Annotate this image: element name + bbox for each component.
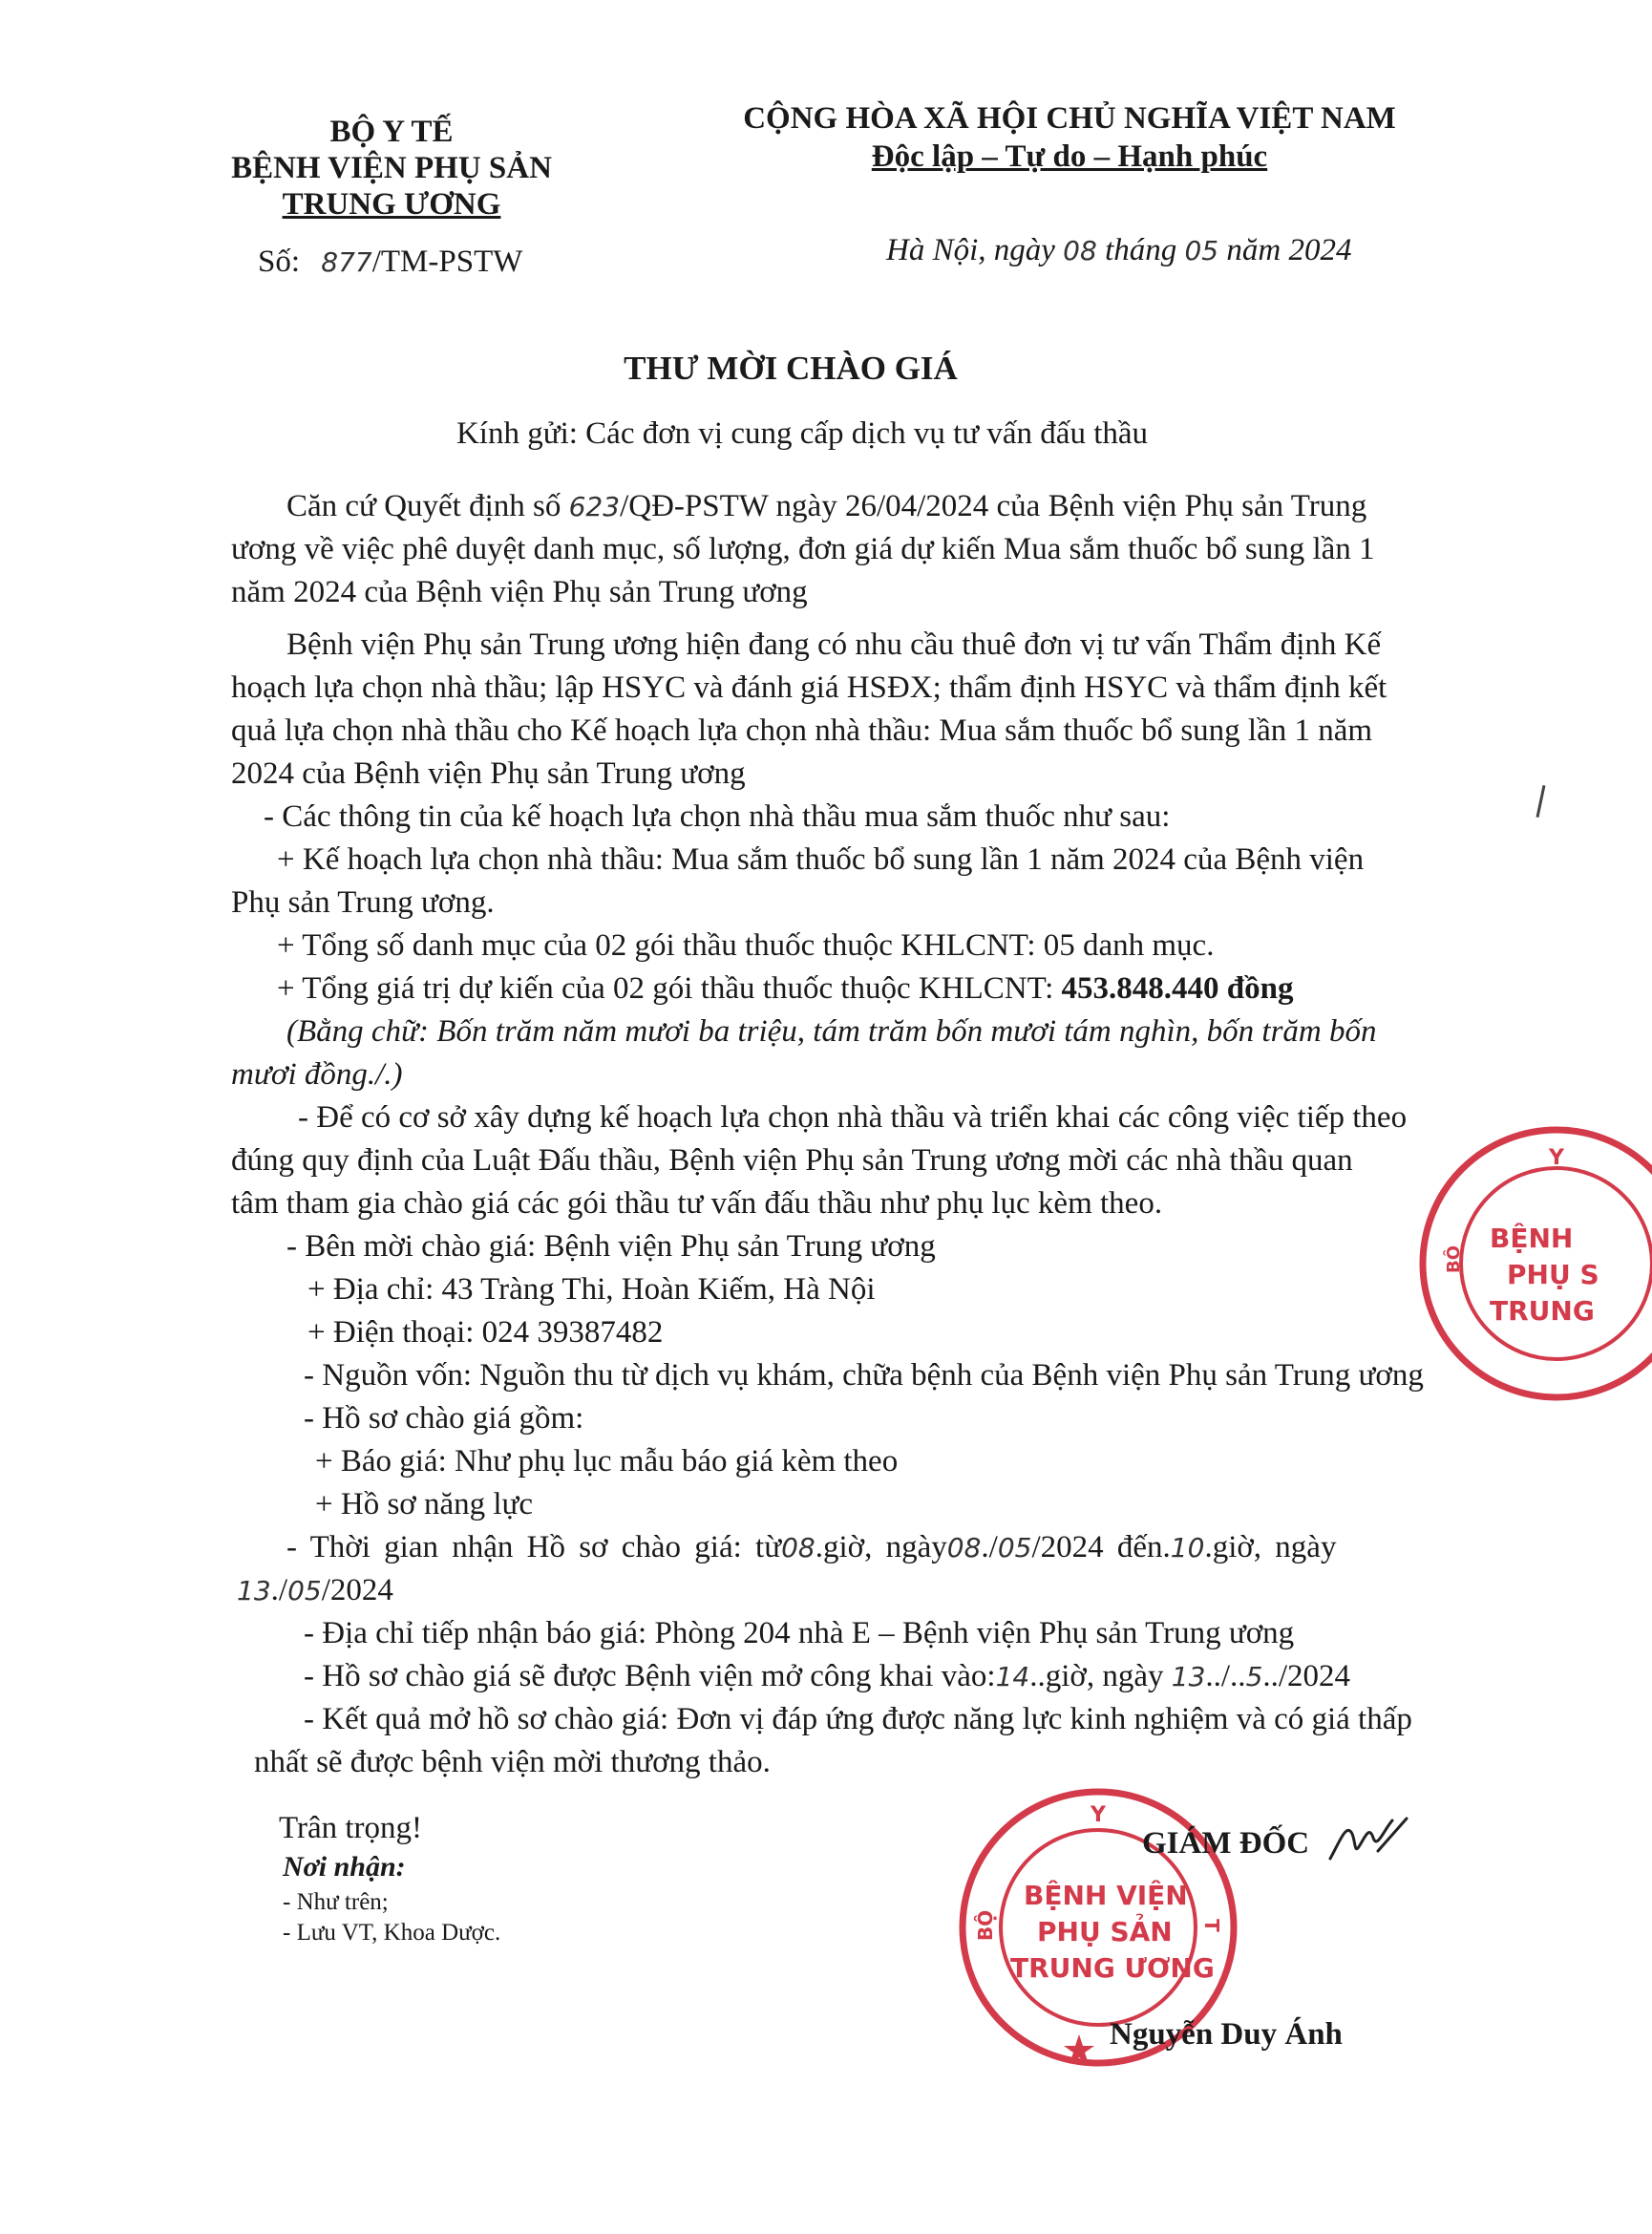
edge-seal (1423, 1116, 1652, 1412)
result-line1: - Kết quả mở hồ sơ chào giá: Đơn vị đáp ứng được năng lực kinh nghiệm và có giá thấp (304, 1702, 1412, 1736)
open-day: 13 (1171, 1661, 1206, 1692)
info-intro: - Các thông tin của kế hoạch lựa chọn nhà thầu mua sắm thuốc như sau: (264, 799, 1171, 834)
recipients-item-1: - Như trên; (283, 1889, 389, 1915)
open-hour: 14 (995, 1661, 1030, 1692)
edge-seal-line2: PHỤ S (1507, 1259, 1599, 1290)
date-city: Hà Nội, ngày (886, 233, 1055, 267)
reference-suffix: /TM-PSTW (371, 245, 523, 279)
funding-line: - Nguồn vốn: Nguồn thu từ dịch vụ khám, chữa bệnh của Bệnh viện Phụ sản Trung ương (304, 1358, 1424, 1393)
closing-regards: Trân trọng! (279, 1811, 423, 1845)
signature-title: GIÁM ĐỐC (1142, 1826, 1310, 1861)
basis-line3: tâm tham gia chào giá các gói thầu tư vấn đấu thầu như phụ lục kèm theo. (231, 1186, 1163, 1221)
open-time-line: - Hồ sơ chào giá sẽ được Bệnh viện mở công khai vào:14..giờ, ngày 13../..5../2024 (304, 1659, 1351, 1693)
basis-line1: - Để có cơ sở xây dựng kế hoạch lựa chọn nhà thầu và triển khai các công việc tiếp theo (298, 1100, 1408, 1135)
seal-line3: TRUNG ƯƠNG (1010, 1952, 1215, 1984)
signer-name: Nguyễn Duy Ánh (1110, 2017, 1343, 2052)
total-value-label: + Tổng giá trị dự kiến của 02 gói thầu thuốc thuộc KHLCNT: (277, 971, 1054, 1006)
plan-line2: Phụ sản Trung ương. (231, 885, 495, 920)
documents-capacity: + Hồ sơ năng lực (315, 1487, 534, 1521)
inviter-line: - Bên mời chào giá: Bệnh viện Phụ sản Trung ương (286, 1229, 936, 1264)
paragraph1-line3: năm 2024 của Bệnh viện Phụ sản Trung ương (231, 575, 808, 609)
paragraph2-line2: hoạch lựa chọn nhà thầu; lập HSYC và đánh giá HSĐX; thẩm định HSYC và thẩm định kết (231, 670, 1387, 705)
date-month-label: tháng (1105, 233, 1177, 267)
receive-end-hour: 10 (1170, 1532, 1205, 1564)
address-line: + Địa chỉ: 43 Tràng Thi, Hoàn Kiếm, Hà Nội (307, 1272, 876, 1307)
receive-start-day: 08 (946, 1532, 982, 1564)
document-title: THƯ MỜI CHÀO GIÁ (624, 350, 958, 387)
decision-number-handwritten: 623 (568, 491, 621, 522)
seal-letter-top: Y (1091, 1803, 1106, 1827)
paragraph2-line1: Bệnh viện Phụ sản Trung ương hiện đang có nhu cầu thuê đơn vị tư vấn Thẩm định Kế (286, 628, 1382, 662)
reference-prefix: Số: (258, 245, 301, 279)
receive-time-label: - Thời gian nhận Hồ sơ chào giá: từ (286, 1530, 782, 1564)
edge-seal-line1: BỆNH (1490, 1223, 1574, 1254)
receive-place-line: - Địa chỉ tiếp nhận báo giá: Phòng 204 nhà E – Bệnh viện Phụ sản Trung ương (304, 1616, 1295, 1650)
paragraph1-line2: ương về việc phê duyệt danh mục, số lượng, đơn giá dự kiến Mua sắm thuốc bổ sung lần 1 (231, 532, 1375, 566)
plan-line1: + Kế hoạch lựa chọn nhà thầu: Mua sắm thuốc bổ sung lần 1 năm 2024 của Bệnh viện (277, 842, 1365, 877)
receive-start-year: /2024 đến (1031, 1530, 1163, 1564)
seal-letter-right: T (1199, 1919, 1223, 1932)
open-hour-label: ..giờ, ngày (1029, 1659, 1164, 1693)
total-items: + Tổng số danh mục của 02 gói thầu thuốc thuộc KHLCNT: 05 danh mục. (277, 928, 1215, 963)
receive-time-line: - Thời gian nhận Hồ sơ chào giá: từ08.giờ, ngày08./05/2024 đến.10.giờ, ngày (286, 1530, 1337, 1564)
seal-letter-left: BỘ (974, 1909, 998, 1942)
director-signature (1325, 1813, 1411, 1870)
seal-line1: BỆNH VIỆN (1024, 1880, 1188, 1911)
paragraph2-line3: quả lựa chọn nhà thầu cho Kế hoạch lựa chọn nhà thầu: Mua sắm thuốc bổ sung lần 1 năm (231, 713, 1373, 748)
documents-quote: + Báo giá: Như phụ lục mẫu báo giá kèm theo (315, 1444, 899, 1479)
national-motto: Độc lập – Tự do – Hạnh phúc (871, 139, 1268, 174)
recipients-item-2: - Lưu VT, Khoa Dược. (283, 1920, 501, 1946)
total-value-amount: 453.848.440 đồng (1061, 971, 1294, 1006)
seal-line2: PHỤ SẢN (1037, 1916, 1173, 1947)
date-year: năm 2024 (1226, 233, 1352, 267)
document-date (886, 233, 1351, 268)
receive-hour-label-1: .giờ, ngày (815, 1530, 947, 1564)
open-year: /2024 (1278, 1659, 1351, 1693)
date-month-handwritten: 05 (1184, 235, 1219, 266)
nation-name: CỘNG HÒA XÃ HỘI CHỦ NGHĨA VIỆT NAM (743, 101, 1396, 136)
receive-end-year: /2024 (321, 1573, 393, 1607)
receive-end-date: 13./05/2024 (237, 1573, 393, 1607)
p1-text-b: /QĐ-PSTW ngày 26/04/2024 của Bệnh viện Phụ sản Trung (620, 489, 1367, 523)
date-day-handwritten: 08 (1063, 235, 1097, 266)
amount-in-words-line1: (Bằng chữ: Bốn trăm năm mươi ba triệu, tám trăm bốn mươi tám nghìn, bốn trăm bốn (286, 1014, 1377, 1049)
p1-text-a: Căn cứ Quyết định số (286, 489, 561, 523)
open-month: 5 (1245, 1661, 1263, 1692)
receive-end-day: 13 (237, 1575, 271, 1606)
receive-start-month: 05 (997, 1532, 1032, 1564)
total-value (277, 968, 1294, 1010)
reference-number (258, 245, 522, 280)
paragraph1-line1 (286, 485, 1366, 528)
recipients-title: Nơi nhận: (283, 1851, 406, 1883)
receive-hour-label-2: .giờ, ngày (1204, 1530, 1337, 1564)
recipient-line: Kính gửi: Các đơn vị cung cấp dịch vụ tư vấn đấu thầu (455, 416, 1149, 451)
result-line2: nhất sẽ được bệnh viện mời thương thảo. (254, 1745, 771, 1779)
open-time-label: - Hồ sơ chào giá sẽ được Bệnh viện mở công khai vào: (304, 1659, 996, 1693)
margin-mark (1536, 785, 1545, 818)
phone-line: + Điện thoại: 024 39387482 (307, 1315, 664, 1350)
documents-intro: - Hồ sơ chào giá gồm: (304, 1401, 584, 1436)
edge-seal-letter-left: BỘ (1444, 1245, 1465, 1274)
edge-seal-letter-top: Y (1549, 1146, 1564, 1170)
receive-end-month: 05 (287, 1575, 322, 1606)
basis-line2: đúng quy định của Luật Đấu thầu, Bệnh viện Phụ sản Trung ương mời các nhà thầu quan (231, 1143, 1353, 1178)
hospital-name-line1: BỆNH VIỆN PHỤ SẢN (231, 151, 552, 185)
reference-number-handwritten: 877 (321, 246, 372, 278)
amount-in-words-line2: mươi đồng./.) (231, 1057, 403, 1092)
hospital-name-line2: TRUNG ƯƠNG (282, 187, 501, 222)
receive-start-hour: 08 (781, 1532, 815, 1564)
edge-seal-line3: TRUNG (1490, 1295, 1595, 1327)
ministry-name: BỘ Y TẾ (329, 115, 454, 149)
paragraph2-line4: 2024 của Bệnh viện Phụ sản Trung ương (231, 756, 746, 791)
